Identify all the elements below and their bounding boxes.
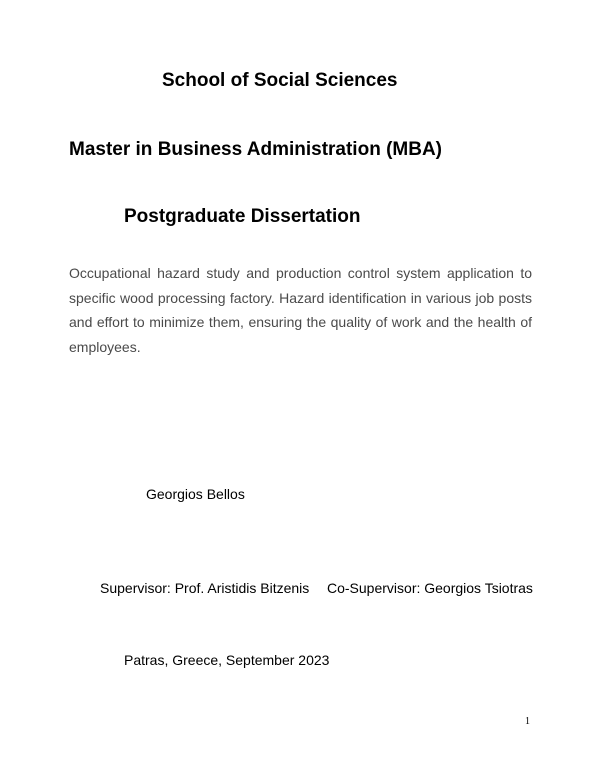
program-name: Master in Business Administration (MBA) xyxy=(69,139,443,160)
school-name: School of Social Sciences xyxy=(162,70,398,91)
author-name: Georgios Bellos xyxy=(146,486,245,502)
document-type: Postgraduate Dissertation xyxy=(124,206,361,227)
co-supervisor: Co-Supervisor: Georgios Tsiotras xyxy=(327,580,533,596)
page-number: 1 xyxy=(525,716,530,727)
supervisor: Supervisor: Prof. Aristidis Bitzenis xyxy=(100,580,310,596)
dissertation-title: Occupational hazard study and production control system application to specific wood processing factory. Hazard identification in various job posts and effort to minimize them, ensuring the quality of work and the health of employees. xyxy=(69,265,532,355)
location-date: Patras, Greece, September 2023 xyxy=(124,652,330,668)
